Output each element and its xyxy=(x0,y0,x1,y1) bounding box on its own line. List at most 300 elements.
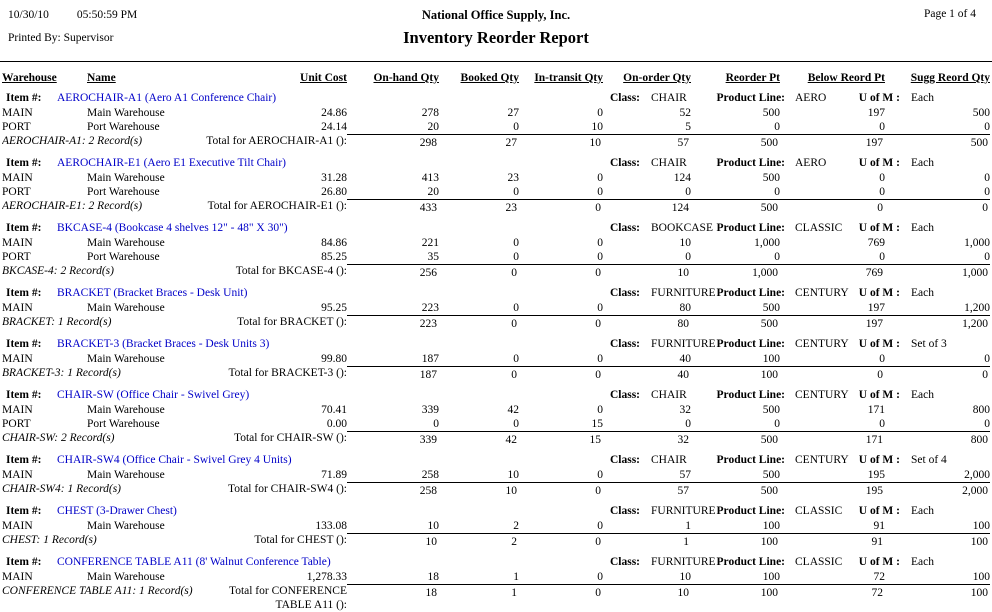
cell-unit-cost: 0.00 xyxy=(326,418,347,430)
column-header-label: Warehouse xyxy=(2,72,57,84)
cell-booked-qty: 10 xyxy=(507,469,519,481)
cell-total-reorder-pt xyxy=(691,431,780,447)
product-line-value: CLASSIC xyxy=(795,505,843,517)
uom-value: Each xyxy=(911,222,934,234)
column-header-label: Below Reord Pt xyxy=(807,72,885,84)
cell-total-on-hand-qty xyxy=(347,366,439,382)
header-divider xyxy=(0,61,992,62)
cell-total-below-reorder-pt xyxy=(780,199,885,215)
class-value: FURNITURE xyxy=(651,505,716,517)
cell-on-order-qty: 40 xyxy=(679,353,691,365)
warehouse-row xyxy=(2,236,990,250)
cell-total-in-transit-qty xyxy=(519,482,603,498)
cell-on-hand-qty: 223 xyxy=(421,302,439,314)
cell-on-order-qty: 32 xyxy=(679,404,691,416)
cell-total-sugg-reorder-qty xyxy=(885,315,990,331)
cell-reorder-pt: 500 xyxy=(762,172,780,184)
warehouse-row xyxy=(2,352,990,366)
cell-warehouse-code: MAIN xyxy=(2,520,33,532)
cell-total-in-transit-qty xyxy=(519,315,603,331)
total-sum-line: 1,200 xyxy=(885,315,990,331)
cell-total-below-reorder-pt xyxy=(780,533,885,549)
total-sum-line: 100 xyxy=(691,366,780,382)
cell-total-booked-qty xyxy=(439,431,519,447)
item-header-row xyxy=(2,285,990,301)
cell-sugg-reorder-qty: 0 xyxy=(984,121,990,133)
cell-reorder-pt: 1,000 xyxy=(754,237,780,249)
warehouse-row xyxy=(2,250,990,264)
cell-reorder-pt: 0 xyxy=(774,251,780,263)
cell-total-sugg-reorder-qty xyxy=(885,366,990,382)
company-name: National Office Supply, Inc. xyxy=(421,8,571,22)
cell-on-order-qty: 52 xyxy=(679,107,691,119)
cell-sugg-reorder-qty: 100 xyxy=(972,571,990,583)
column-header-warehouse xyxy=(2,71,87,85)
cell-total-on-order-qty xyxy=(603,264,691,280)
item-header-row xyxy=(2,336,990,352)
total-sum-line: 339 xyxy=(347,431,439,447)
item-link[interactable]: CHEST (3-Drawer Chest) xyxy=(57,505,177,517)
cell-unit-cost: 1,278.33 xyxy=(306,571,347,583)
cell-booked-qty: 0 xyxy=(513,121,519,133)
total-sum-line: 500 xyxy=(691,134,780,150)
total-sum-line: 100 xyxy=(885,584,990,600)
column-header-name xyxy=(87,71,197,85)
total-sum-line: 0 xyxy=(519,533,603,549)
report-time: 05:50:59 PM xyxy=(76,9,138,21)
cell-total-reorder-pt xyxy=(691,315,780,331)
product-line-label: Product Line: xyxy=(716,556,785,568)
total-sum-line: 500 xyxy=(691,431,780,447)
total-label: Total for CHAIR-SW4 (): xyxy=(228,483,347,495)
column-header-label: Booked Qty xyxy=(460,72,519,84)
cell-total-sugg-reorder-qty xyxy=(885,584,990,612)
cell-on-order-qty: 0 xyxy=(685,418,691,430)
total-sum-line: 769 xyxy=(780,264,885,280)
cell-below-reorder-pt: 197 xyxy=(867,107,885,119)
class-label: Class: xyxy=(609,556,640,568)
total-sum-line: 80 xyxy=(603,315,691,331)
cell-below-reorder-pt: 0 xyxy=(879,172,885,184)
cell-total-on-hand-qty xyxy=(347,533,439,549)
item-header-row xyxy=(2,554,990,570)
group-total-row xyxy=(2,584,990,612)
total-sum-line: 124 xyxy=(603,199,691,215)
item-header-row xyxy=(2,387,990,403)
product-line-value: CENTURY xyxy=(795,389,849,401)
cell-below-reorder-pt: 0 xyxy=(879,121,885,133)
cell-below-reorder-pt: 197 xyxy=(867,302,885,314)
cell-on-order-qty: 57 xyxy=(679,469,691,481)
cell-total-on-order-qty xyxy=(603,482,691,498)
record-count-label: AEROCHAIR-E1: 2 Record(s) xyxy=(2,200,143,212)
cell-unit-cost: 71.89 xyxy=(321,469,347,481)
warehouse-row xyxy=(2,106,990,120)
cell-warehouse-code: MAIN xyxy=(2,404,33,416)
product-line-value: CENTURY xyxy=(795,454,849,466)
item-link[interactable]: CONFERENCE TABLE A11 (8' Walnut Conference Table) xyxy=(57,556,331,568)
item-group xyxy=(2,220,990,280)
group-total-row xyxy=(2,482,990,498)
item-link[interactable]: AEROCHAIR-A1 (Aero A1 Conference Chair) xyxy=(57,92,277,104)
cell-unit-cost: 31.28 xyxy=(321,172,347,184)
column-header-label: Reorder Pt xyxy=(725,72,780,84)
cell-reorder-pt: 0 xyxy=(774,186,780,198)
cell-in-transit-qty: 0 xyxy=(597,302,603,314)
cell-unit-cost: 24.86 xyxy=(321,107,347,119)
class-value: CHAIR xyxy=(651,389,687,401)
cell-warehouse-name: Main Warehouse xyxy=(87,404,165,416)
product-line-value: CENTURY xyxy=(795,287,849,299)
column-header-label: In-transit Qty xyxy=(534,72,603,84)
cell-booked-qty: 1 xyxy=(513,571,519,583)
total-sum-line: 2,000 xyxy=(885,482,990,498)
record-count-label: CHEST: 1 Record(s) xyxy=(2,534,97,546)
cell-below-reorder-pt: 0 xyxy=(879,418,885,430)
total-label: Total for CHEST (): xyxy=(254,534,347,546)
total-sum-line: 0 xyxy=(439,264,519,280)
column-header-in-transit-qty xyxy=(519,71,603,85)
cell-in-transit-qty: 0 xyxy=(597,520,603,532)
cell-in-transit-qty: 0 xyxy=(597,353,603,365)
total-sum-line: 1 xyxy=(439,584,519,600)
total-label: Total for AEROCHAIR-E1 (): xyxy=(207,200,347,212)
cell-total-below-reorder-pt xyxy=(780,584,885,612)
uom-label: U of M : xyxy=(858,157,900,169)
class-label: Class: xyxy=(609,505,640,517)
cell-total-reorder-pt xyxy=(691,366,780,382)
cell-on-order-qty: 80 xyxy=(679,302,691,314)
cell-on-order-qty: 0 xyxy=(685,186,691,198)
item-group xyxy=(2,503,990,549)
column-header-label: Sugg Reord Qty xyxy=(910,72,990,84)
total-sum-line: 42 xyxy=(439,431,519,447)
group-total-row xyxy=(2,199,990,215)
group-total-row xyxy=(2,134,990,150)
class-value: FURNITURE xyxy=(651,287,716,299)
column-header-label: On-hand Qty xyxy=(373,72,439,84)
uom-label: U of M : xyxy=(858,389,900,401)
cell-booked-qty: 2 xyxy=(513,520,519,532)
cell-below-reorder-pt: 0 xyxy=(879,186,885,198)
total-sum-line: 187 xyxy=(347,366,439,382)
cell-total-on-hand-qty xyxy=(347,482,439,498)
total-sum-line: 433 xyxy=(347,199,439,215)
cell-warehouse-code: MAIN xyxy=(2,302,33,314)
cell-sugg-reorder-qty: 800 xyxy=(972,404,990,416)
warehouse-row xyxy=(2,417,990,431)
cell-on-hand-qty: 0 xyxy=(433,418,439,430)
cell-total-in-transit-qty xyxy=(519,431,603,447)
cell-total-on-order-qty xyxy=(603,315,691,331)
report-header xyxy=(0,0,992,61)
total-sum-line: 171 xyxy=(780,431,885,447)
total-sum-line: 800 xyxy=(885,431,990,447)
cell-warehouse-name: Port Warehouse xyxy=(87,186,160,198)
cell-reorder-pt: 100 xyxy=(762,353,780,365)
item-header-row xyxy=(2,90,990,106)
cell-booked-qty: 0 xyxy=(513,251,519,263)
cell-on-order-qty: 124 xyxy=(673,172,691,184)
cell-below-reorder-pt: 171 xyxy=(867,404,885,416)
cell-on-hand-qty: 20 xyxy=(427,186,439,198)
uom-label: U of M : xyxy=(858,287,900,299)
uom-value: Each xyxy=(911,389,934,401)
cell-total-sugg-reorder-qty xyxy=(885,264,990,280)
total-sum-line: 258 xyxy=(347,482,439,498)
class-value: FURNITURE xyxy=(651,338,716,350)
cell-total-reorder-pt xyxy=(691,482,780,498)
cell-total-booked-qty xyxy=(439,199,519,215)
total-sum-line: 0 xyxy=(885,366,990,382)
total-label: Total for BRACKET (): xyxy=(237,316,347,328)
cell-on-order-qty: 10 xyxy=(679,571,691,583)
class-value: CHAIR xyxy=(651,454,687,466)
total-sum-line: 23 xyxy=(439,199,519,215)
cell-total-booked-qty xyxy=(439,584,519,612)
class-value: BOOKCASE xyxy=(651,222,713,234)
cell-total-booked-qty xyxy=(439,533,519,549)
item-number-label: Item #: xyxy=(6,556,42,568)
cell-sugg-reorder-qty: 0 xyxy=(984,418,990,430)
total-sum-line: 0 xyxy=(780,366,885,382)
column-header-below-reord-pt xyxy=(780,71,885,85)
column-header-sugg-reord-qty xyxy=(885,71,990,85)
cell-below-reorder-pt: 0 xyxy=(879,251,885,263)
page-number: Page 1 of 4 xyxy=(923,8,976,20)
cell-total-on-order-qty xyxy=(603,134,691,150)
uom-value: Each xyxy=(911,287,934,299)
cell-total-reorder-pt xyxy=(691,134,780,150)
item-group xyxy=(2,155,990,215)
cell-booked-qty: 0 xyxy=(513,353,519,365)
product-line-label: Product Line: xyxy=(716,505,785,517)
cell-in-transit-qty: 0 xyxy=(597,251,603,263)
cell-total-sugg-reorder-qty xyxy=(885,533,990,549)
item-number-label: Item #: xyxy=(6,287,42,299)
cell-on-hand-qty: 35 xyxy=(427,251,439,263)
cell-booked-qty: 42 xyxy=(507,404,519,416)
product-line-value: CLASSIC xyxy=(795,222,843,234)
cell-total-sugg-reorder-qty xyxy=(885,199,990,215)
cell-on-order-qty: 0 xyxy=(685,251,691,263)
cell-in-transit-qty: 0 xyxy=(597,172,603,184)
cell-total-sugg-reorder-qty xyxy=(885,134,990,150)
cell-unit-cost: 85.25 xyxy=(321,251,347,263)
group-total-row xyxy=(2,315,990,331)
cell-warehouse-code: MAIN xyxy=(2,469,33,481)
product-line-label: Product Line: xyxy=(716,157,785,169)
cell-booked-qty: 27 xyxy=(507,107,519,119)
cell-total-sugg-reorder-qty xyxy=(885,482,990,498)
item-link[interactable]: CHAIR-SW4 (Office Chair - Swivel Grey 4 Units) xyxy=(57,454,292,466)
cell-warehouse-code: PORT xyxy=(2,418,31,430)
cell-in-transit-qty: 0 xyxy=(597,107,603,119)
item-header-row xyxy=(2,155,990,171)
cell-total-on-hand-qty xyxy=(347,199,439,215)
total-sum-line: 10 xyxy=(519,134,603,150)
cell-warehouse-code: MAIN xyxy=(2,172,33,184)
cell-on-hand-qty: 10 xyxy=(427,520,439,532)
item-group xyxy=(2,90,990,150)
cell-total-booked-qty xyxy=(439,264,519,280)
total-sum-line: 0 xyxy=(780,199,885,215)
total-sum-line: 500 xyxy=(885,134,990,150)
cell-total-below-reorder-pt xyxy=(780,431,885,447)
total-sum-line: 1 xyxy=(603,533,691,549)
warehouse-row xyxy=(2,185,990,199)
uom-label: U of M : xyxy=(858,338,900,350)
record-count-label: BKCASE-4: 2 Record(s) xyxy=(2,265,114,277)
cell-total-on-hand-qty xyxy=(347,134,439,150)
item-number-label: Item #: xyxy=(6,222,42,234)
item-number-label: Item #: xyxy=(6,338,42,350)
total-sum-line: 100 xyxy=(885,533,990,549)
cell-sugg-reorder-qty: 0 xyxy=(984,251,990,263)
cell-in-transit-qty: 15 xyxy=(591,418,603,430)
warehouse-row xyxy=(2,171,990,185)
cell-warehouse-name: Port Warehouse xyxy=(87,418,160,430)
total-sum-line: 10 xyxy=(603,584,691,600)
warehouse-row xyxy=(2,468,990,482)
cell-total-sugg-reorder-qty xyxy=(885,431,990,447)
item-link[interactable]: BKCASE-4 (Bookcase 4 shelves 12" - 48" X 30") xyxy=(57,222,288,234)
group-total-row xyxy=(2,264,990,280)
cell-sugg-reorder-qty: 1,200 xyxy=(964,302,990,314)
total-sum-line: 40 xyxy=(603,366,691,382)
total-label: Total for AEROCHAIR-A1 (): xyxy=(206,135,347,147)
cell-on-hand-qty: 18 xyxy=(427,571,439,583)
record-count-label: CHAIR-SW4: 1 Record(s) xyxy=(2,483,122,495)
total-sum-line: 2 xyxy=(439,533,519,549)
cell-total-on-order-qty xyxy=(603,533,691,549)
cell-booked-qty: 0 xyxy=(513,302,519,314)
record-count-label: BRACKET: 1 Record(s) xyxy=(2,316,112,328)
group-total-row xyxy=(2,431,990,447)
uom-label: U of M : xyxy=(858,454,900,466)
total-sum-line: 223 xyxy=(347,315,439,331)
cell-total-below-reorder-pt xyxy=(780,134,885,150)
cell-total-on-hand-qty xyxy=(347,315,439,331)
report-title: Inventory Reorder Report xyxy=(403,28,589,47)
item-header-row xyxy=(2,220,990,236)
cell-warehouse-name: Main Warehouse xyxy=(87,469,165,481)
cell-warehouse-name: Main Warehouse xyxy=(87,520,165,532)
cell-total-booked-qty xyxy=(439,366,519,382)
total-label: Total for BRACKET-3 (): xyxy=(228,367,347,379)
total-sum-line: 500 xyxy=(691,199,780,215)
cell-on-hand-qty: 20 xyxy=(427,121,439,133)
total-sum-line: 197 xyxy=(780,134,885,150)
cell-sugg-reorder-qty: 100 xyxy=(972,520,990,532)
cell-on-hand-qty: 278 xyxy=(421,107,439,119)
product-line-value: CENTURY xyxy=(795,338,849,350)
cell-warehouse-code: MAIN xyxy=(2,107,33,119)
total-sum-line: 10 xyxy=(439,482,519,498)
cell-total-on-order-qty xyxy=(603,366,691,382)
total-label: Total for CHAIR-SW (): xyxy=(233,432,347,444)
total-sum-line: 0 xyxy=(519,584,603,600)
total-sum-line: 91 xyxy=(780,533,885,549)
total-sum-line: 27 xyxy=(439,134,519,150)
column-header-on-hand-qty xyxy=(347,71,439,85)
cell-reorder-pt: 500 xyxy=(762,469,780,481)
cell-on-hand-qty: 187 xyxy=(421,353,439,365)
product-line-label: Product Line: xyxy=(716,287,785,299)
total-sum-line: 500 xyxy=(691,482,780,498)
cell-total-in-transit-qty xyxy=(519,533,603,549)
item-link[interactable]: AEROCHAIR-E1 (Aero E1 Executive Tilt Chair) xyxy=(57,157,287,169)
cell-in-transit-qty: 0 xyxy=(597,404,603,416)
item-number-label: Item #: xyxy=(6,454,42,466)
class-label: Class: xyxy=(609,157,640,169)
cell-reorder-pt: 500 xyxy=(762,107,780,119)
item-number-label: Item #: xyxy=(6,157,42,169)
item-group xyxy=(2,387,990,447)
item-link[interactable]: CHAIR-SW (Office Chair - Swivel Grey) xyxy=(57,389,250,401)
cell-on-hand-qty: 413 xyxy=(421,172,439,184)
cell-total-on-order-qty xyxy=(603,584,691,612)
cell-sugg-reorder-qty: 1,000 xyxy=(964,237,990,249)
record-count-label: CONFERENCE TABLE A11: 1 Record(s) xyxy=(2,585,193,597)
uom-label: U of M : xyxy=(858,92,900,104)
total-sum-line: 195 xyxy=(780,482,885,498)
cell-on-order-qty: 5 xyxy=(685,121,691,133)
total-sum-line: 0 xyxy=(885,199,990,215)
cell-warehouse-name: Port Warehouse xyxy=(87,121,160,133)
item-header-row xyxy=(2,452,990,468)
cell-sugg-reorder-qty: 0 xyxy=(984,353,990,365)
uom-value: Set of 4 xyxy=(911,454,947,466)
total-sum-line: 32 xyxy=(603,431,691,447)
cell-reorder-pt: 500 xyxy=(762,302,780,314)
item-link[interactable]: BRACKET-3 (Bracket Braces - Desk Units 3) xyxy=(57,338,270,350)
report-date: 10/30/10 xyxy=(8,9,49,21)
cell-unit-cost: 99.80 xyxy=(321,353,347,365)
total-sum-line: 500 xyxy=(691,315,780,331)
total-sum-line: 0 xyxy=(519,264,603,280)
total-sum-line: 15 xyxy=(519,431,603,447)
total-label: Total for BKCASE-4 (): xyxy=(235,265,347,277)
group-total-row xyxy=(2,366,990,382)
product-line-label: Product Line: xyxy=(716,92,785,104)
column-header-label: Unit Cost xyxy=(300,72,347,84)
total-sum-line: 1,000 xyxy=(885,264,990,280)
cell-warehouse-name: Main Warehouse xyxy=(87,571,165,583)
uom-value: Each xyxy=(911,505,934,517)
column-header-on-order-qty xyxy=(603,71,691,85)
total-sum-line: 256 xyxy=(347,264,439,280)
total-sum-line: 57 xyxy=(603,134,691,150)
cell-warehouse-name: Main Warehouse xyxy=(87,353,165,365)
uom-label: U of M : xyxy=(858,556,900,568)
cell-total-below-reorder-pt xyxy=(780,315,885,331)
cell-total-in-transit-qty xyxy=(519,264,603,280)
cell-sugg-reorder-qty: 2,000 xyxy=(964,469,990,481)
warehouse-row xyxy=(2,403,990,417)
product-line-value: CLASSIC xyxy=(795,556,843,568)
product-line-label: Product Line: xyxy=(716,222,785,234)
cell-sugg-reorder-qty: 0 xyxy=(984,172,990,184)
item-group xyxy=(2,452,990,498)
cell-reorder-pt: 500 xyxy=(762,404,780,416)
cell-total-booked-qty xyxy=(439,134,519,150)
column-header-row xyxy=(2,71,990,85)
column-header-booked-qty xyxy=(439,71,519,85)
cell-total-reorder-pt xyxy=(691,199,780,215)
item-link[interactable]: BRACKET (Bracket Braces - Desk Unit) xyxy=(57,287,248,299)
class-label: Class: xyxy=(609,92,640,104)
